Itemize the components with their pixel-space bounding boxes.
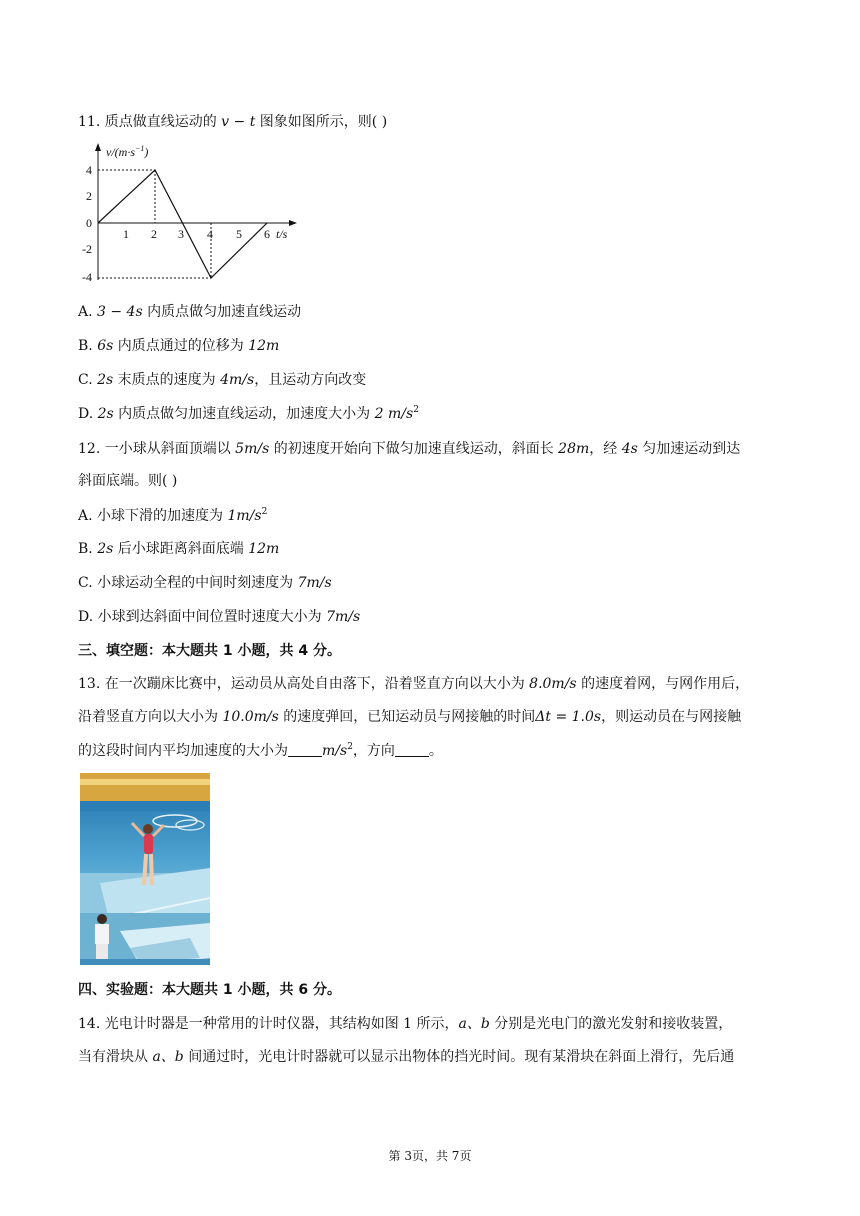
y-tick-0: 0 [86,216,92,230]
q11-option-c: C. 2s 末质点的速度为 4m/s，且运动方向改变 [78,372,367,388]
x-tick-6: 6 [264,227,270,241]
q14-line1: 14. 光电计时器是一种常用的计时仪器，其结构如图 1 所示，a、b 分别是光电门的激光发射和接收装置， [78,1016,733,1032]
section-4-heading: 四、实验题：本大题共 1 小题，共 6 分。 [78,982,341,998]
q12-option-a: A. 小球下滑的加速度为 $1m/s^2$ [78,507,268,524]
q12-option-b: B. 2s 后小球距离斜面底端 12m [78,541,280,557]
q13-line1: 13. 在一次蹦床比赛中，运动员从高处自由落下，沿着竖直方向以大小为 8.0m/s 的速度着网，与网作用后， [78,676,750,692]
q13-line3: 的这段时间内平均加速度的大小为 $m/s^2$，方向 。 [78,742,443,759]
q12-stem-line2: 斜面底端。则( ) [78,473,178,489]
q14-line2: 当有滑块从 a、b 间通过时，光电计时器就可以显示出物体的挡光时间。现有某滑块在斜面上滑行，先后通 [78,1049,735,1065]
q11-option-b: B. 6s 内质点通过的位移为 12m [78,338,280,354]
q11-option-d: D. 2s 内质点做匀加速直线运动，加速度大小为 2 $m/s^2$ [78,405,419,422]
q12-option-c: C. 小球运动全程的中间时刻速度为 7m/s [78,575,332,591]
answer-blank-1[interactable] [288,742,322,757]
y-tick-neg4: -4 [82,270,92,284]
section-3-heading: 三、填空题：本大题共 1 小题，共 4 分。 [78,643,341,659]
vt-graph [80,140,310,296]
y-tick-neg2: -2 [82,242,92,256]
trampoline-photo [80,773,210,965]
x-tick-1: 1 [123,227,129,241]
q11-option-a: A. 3 − 4s 内质点做匀加速直线运动 [78,304,302,320]
q13-line2: 沿着竖直方向以大小为 10.0m/s 的速度弹回，已知运动员与网接触的时间Δt = 1.0s，则运动员在与网接触 [78,709,742,725]
x-tick-2: 2 [151,227,157,241]
y-axis-label: $v/(m\cdot s^{-1})$ [106,144,149,159]
q12-option-d: D. 小球到达斜面中间位置时速度大小为 7m/s [78,609,361,625]
x-tick-3: 3 [178,227,184,241]
q11-stem: 11. 质点做直线运动的 v − t 图象如图所示，则( ) [78,114,388,130]
page-footer: 第 3页，共 7页 [388,1149,472,1163]
x-axis-label: t/s [276,227,288,241]
vt-line [98,170,267,278]
x-tick-4: 4 [207,227,213,241]
y-tick-2: 2 [86,189,92,203]
x-tick-5: 5 [236,227,242,241]
answer-blank-2[interactable] [395,742,429,757]
y-tick-4: 4 [86,163,92,177]
q12-stem-line1: 12. 一小球从斜面顶端以 5m/s 的初速度开始向下做匀加速直线运动，斜面长 28m，经 4s 匀加速运动到达 [78,441,741,457]
